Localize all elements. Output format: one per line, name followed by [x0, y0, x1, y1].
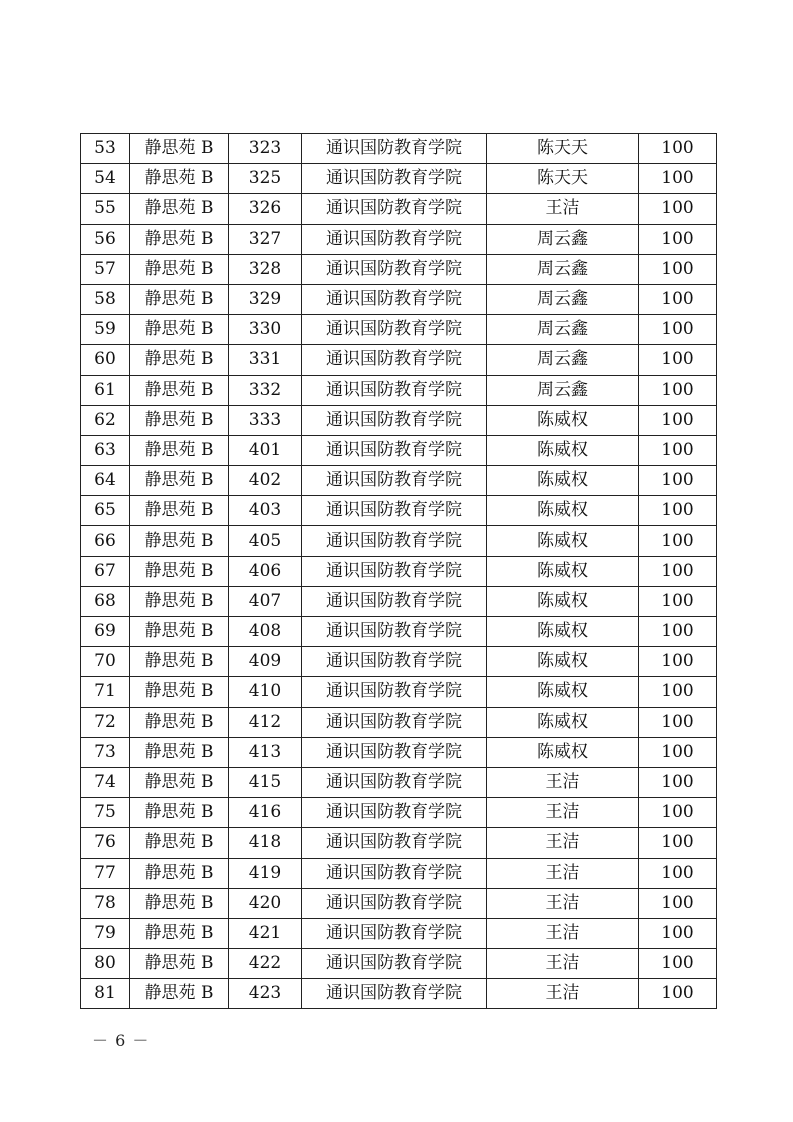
index-cell: 54	[81, 164, 130, 194]
person-cell: 陈威权	[487, 586, 639, 616]
table-row	[81, 586, 717, 616]
room-cell: 331	[229, 345, 302, 375]
college-cell: 通识国防教育学院	[302, 979, 487, 1009]
table-row	[81, 375, 717, 405]
score-cell: 100	[639, 556, 717, 586]
index-cell: 59	[81, 315, 130, 345]
score-cell: 100	[639, 858, 717, 888]
building-cell: 静思苑 B	[130, 134, 229, 164]
index-cell: 73	[81, 737, 130, 767]
index-cell: 56	[81, 224, 130, 254]
person-cell: 王洁	[487, 194, 639, 224]
college-cell: 通识国防教育学院	[302, 707, 487, 737]
score-cell: 100	[639, 828, 717, 858]
person-cell: 陈威权	[487, 435, 639, 465]
index-cell: 68	[81, 586, 130, 616]
person-cell: 陈威权	[487, 405, 639, 435]
index-cell: 60	[81, 345, 130, 375]
college-cell: 通识国防教育学院	[302, 798, 487, 828]
building-cell: 静思苑 B	[130, 556, 229, 586]
building-cell: 静思苑 B	[130, 345, 229, 375]
table-row	[81, 767, 717, 797]
score-cell: 100	[639, 405, 717, 435]
building-cell: 静思苑 B	[130, 828, 229, 858]
table-row	[81, 798, 717, 828]
person-cell: 王洁	[487, 918, 639, 948]
college-cell: 通识国防教育学院	[302, 858, 487, 888]
score-cell: 100	[639, 496, 717, 526]
room-cell: 418	[229, 828, 302, 858]
building-cell: 静思苑 B	[130, 526, 229, 556]
score-cell: 100	[639, 979, 717, 1009]
table-row	[81, 224, 717, 254]
index-cell: 72	[81, 707, 130, 737]
college-cell: 通识国防教育学院	[302, 617, 487, 647]
person-cell: 陈威权	[487, 707, 639, 737]
room-cell: 329	[229, 284, 302, 314]
room-cell: 412	[229, 707, 302, 737]
score-cell: 100	[639, 677, 717, 707]
college-cell: 通识国防教育学院	[302, 164, 487, 194]
person-cell: 王洁	[487, 888, 639, 918]
index-cell: 65	[81, 496, 130, 526]
college-cell: 通识国防教育学院	[302, 828, 487, 858]
college-cell: 通识国防教育学院	[302, 647, 487, 677]
college-cell: 通识国防教育学院	[302, 888, 487, 918]
building-cell: 静思苑 B	[130, 798, 229, 828]
index-cell: 58	[81, 284, 130, 314]
room-cell: 328	[229, 254, 302, 284]
table-row	[81, 979, 717, 1009]
building-cell: 静思苑 B	[130, 375, 229, 405]
room-cell: 419	[229, 858, 302, 888]
index-cell: 66	[81, 526, 130, 556]
table-row	[81, 737, 717, 767]
room-cell: 401	[229, 435, 302, 465]
score-cell: 100	[639, 949, 717, 979]
score-cell: 100	[639, 194, 717, 224]
college-cell: 通识国防教育学院	[302, 556, 487, 586]
building-cell: 静思苑 B	[130, 888, 229, 918]
college-cell: 通识国防教育学院	[302, 737, 487, 767]
room-cell: 406	[229, 556, 302, 586]
index-cell: 74	[81, 767, 130, 797]
person-cell: 陈威权	[487, 737, 639, 767]
college-cell: 通识国防教育学院	[302, 254, 487, 284]
building-cell: 静思苑 B	[130, 466, 229, 496]
college-cell: 通识国防教育学院	[302, 949, 487, 979]
room-cell: 409	[229, 647, 302, 677]
college-cell: 通识国防教育学院	[302, 918, 487, 948]
person-cell: 王洁	[487, 828, 639, 858]
index-cell: 75	[81, 798, 130, 828]
college-cell: 通识国防教育学院	[302, 496, 487, 526]
score-cell: 100	[639, 707, 717, 737]
building-cell: 静思苑 B	[130, 617, 229, 647]
index-cell: 64	[81, 466, 130, 496]
score-cell: 100	[639, 888, 717, 918]
table-row	[81, 677, 717, 707]
score-cell: 100	[639, 375, 717, 405]
room-cell: 413	[229, 737, 302, 767]
person-cell: 陈威权	[487, 496, 639, 526]
table-row	[81, 194, 717, 224]
room-cell: 333	[229, 405, 302, 435]
building-cell: 静思苑 B	[130, 949, 229, 979]
index-cell: 76	[81, 828, 130, 858]
table-row	[81, 707, 717, 737]
college-cell: 通识国防教育学院	[302, 405, 487, 435]
room-cell: 421	[229, 918, 302, 948]
table-row	[81, 284, 717, 314]
building-cell: 静思苑 B	[130, 194, 229, 224]
college-cell: 通识国防教育学院	[302, 194, 487, 224]
person-cell: 周云鑫	[487, 254, 639, 284]
building-cell: 静思苑 B	[130, 707, 229, 737]
table-row	[81, 918, 717, 948]
room-cell: 403	[229, 496, 302, 526]
score-cell: 100	[639, 737, 717, 767]
building-cell: 静思苑 B	[130, 647, 229, 677]
room-cell: 420	[229, 888, 302, 918]
person-cell: 陈天天	[487, 164, 639, 194]
person-cell: 陈威权	[487, 647, 639, 677]
person-cell: 周云鑫	[487, 224, 639, 254]
building-cell: 静思苑 B	[130, 315, 229, 345]
page-number: － 6 －	[92, 1031, 150, 1050]
college-cell: 通识国防教育学院	[302, 435, 487, 465]
person-cell: 陈威权	[487, 466, 639, 496]
building-cell: 静思苑 B	[130, 254, 229, 284]
score-cell: 100	[639, 918, 717, 948]
room-cell: 326	[229, 194, 302, 224]
college-cell: 通识国防教育学院	[302, 526, 487, 556]
room-cell: 415	[229, 767, 302, 797]
person-cell: 王洁	[487, 949, 639, 979]
room-cell: 410	[229, 677, 302, 707]
college-cell: 通识国防教育学院	[302, 466, 487, 496]
table-body	[81, 134, 717, 1009]
room-cell: 422	[229, 949, 302, 979]
score-cell: 100	[639, 798, 717, 828]
college-cell: 通识国防教育学院	[302, 315, 487, 345]
person-cell: 王洁	[487, 798, 639, 828]
dormitory-score-table	[80, 133, 717, 1009]
college-cell: 通识国防教育学院	[302, 345, 487, 375]
table-row	[81, 134, 717, 164]
building-cell: 静思苑 B	[130, 677, 229, 707]
college-cell: 通识国防教育学院	[302, 375, 487, 405]
person-cell: 王洁	[487, 979, 639, 1009]
score-cell: 100	[639, 526, 717, 556]
building-cell: 静思苑 B	[130, 918, 229, 948]
table-row	[81, 466, 717, 496]
index-cell: 55	[81, 194, 130, 224]
person-cell: 周云鑫	[487, 345, 639, 375]
building-cell: 静思苑 B	[130, 496, 229, 526]
score-cell: 100	[639, 315, 717, 345]
person-cell: 周云鑫	[487, 284, 639, 314]
table-row	[81, 647, 717, 677]
score-cell: 100	[639, 647, 717, 677]
index-cell: 67	[81, 556, 130, 586]
table-row	[81, 254, 717, 284]
room-cell: 402	[229, 466, 302, 496]
index-cell: 57	[81, 254, 130, 284]
score-cell: 100	[639, 435, 717, 465]
person-cell: 周云鑫	[487, 315, 639, 345]
index-cell: 81	[81, 979, 130, 1009]
person-cell: 王洁	[487, 767, 639, 797]
college-cell: 通识国防教育学院	[302, 586, 487, 616]
score-cell: 100	[639, 345, 717, 375]
table-row	[81, 617, 717, 647]
index-cell: 70	[81, 647, 130, 677]
index-cell: 77	[81, 858, 130, 888]
college-cell: 通识国防教育学院	[302, 677, 487, 707]
room-cell: 405	[229, 526, 302, 556]
index-cell: 62	[81, 405, 130, 435]
score-cell: 100	[639, 284, 717, 314]
table-row	[81, 496, 717, 526]
score-cell: 100	[639, 224, 717, 254]
building-cell: 静思苑 B	[130, 164, 229, 194]
table-row	[81, 949, 717, 979]
room-cell: 330	[229, 315, 302, 345]
building-cell: 静思苑 B	[130, 737, 229, 767]
building-cell: 静思苑 B	[130, 435, 229, 465]
score-cell: 100	[639, 134, 717, 164]
index-cell: 53	[81, 134, 130, 164]
building-cell: 静思苑 B	[130, 586, 229, 616]
room-cell: 423	[229, 979, 302, 1009]
building-cell: 静思苑 B	[130, 767, 229, 797]
score-cell: 100	[639, 586, 717, 616]
table-row	[81, 345, 717, 375]
table-row	[81, 828, 717, 858]
room-cell: 327	[229, 224, 302, 254]
index-cell: 78	[81, 888, 130, 918]
room-cell: 407	[229, 586, 302, 616]
person-cell: 陈威权	[487, 677, 639, 707]
table-row	[81, 526, 717, 556]
table-row	[81, 315, 717, 345]
college-cell: 通识国防教育学院	[302, 224, 487, 254]
score-cell: 100	[639, 617, 717, 647]
index-cell: 79	[81, 918, 130, 948]
building-cell: 静思苑 B	[130, 858, 229, 888]
college-cell: 通识国防教育学院	[302, 134, 487, 164]
table-row	[81, 435, 717, 465]
score-cell: 100	[639, 164, 717, 194]
person-cell: 陈威权	[487, 617, 639, 647]
table-row	[81, 888, 717, 918]
score-cell: 100	[639, 466, 717, 496]
building-cell: 静思苑 B	[130, 284, 229, 314]
index-cell: 61	[81, 375, 130, 405]
building-cell: 静思苑 B	[130, 224, 229, 254]
person-cell: 陈威权	[487, 556, 639, 586]
table-row	[81, 556, 717, 586]
person-cell: 陈天天	[487, 134, 639, 164]
table-row	[81, 858, 717, 888]
room-cell: 416	[229, 798, 302, 828]
index-cell: 71	[81, 677, 130, 707]
room-cell: 323	[229, 134, 302, 164]
index-cell: 69	[81, 617, 130, 647]
college-cell: 通识国防教育学院	[302, 767, 487, 797]
building-cell: 静思苑 B	[130, 979, 229, 1009]
person-cell: 周云鑫	[487, 375, 639, 405]
building-cell: 静思苑 B	[130, 405, 229, 435]
person-cell: 王洁	[487, 858, 639, 888]
person-cell: 陈威权	[487, 526, 639, 556]
college-cell: 通识国防教育学院	[302, 284, 487, 314]
table-row	[81, 405, 717, 435]
room-cell: 325	[229, 164, 302, 194]
index-cell: 80	[81, 949, 130, 979]
room-cell: 332	[229, 375, 302, 405]
room-cell: 408	[229, 617, 302, 647]
table-row	[81, 164, 717, 194]
score-cell: 100	[639, 254, 717, 284]
score-cell: 100	[639, 767, 717, 797]
index-cell: 63	[81, 435, 130, 465]
